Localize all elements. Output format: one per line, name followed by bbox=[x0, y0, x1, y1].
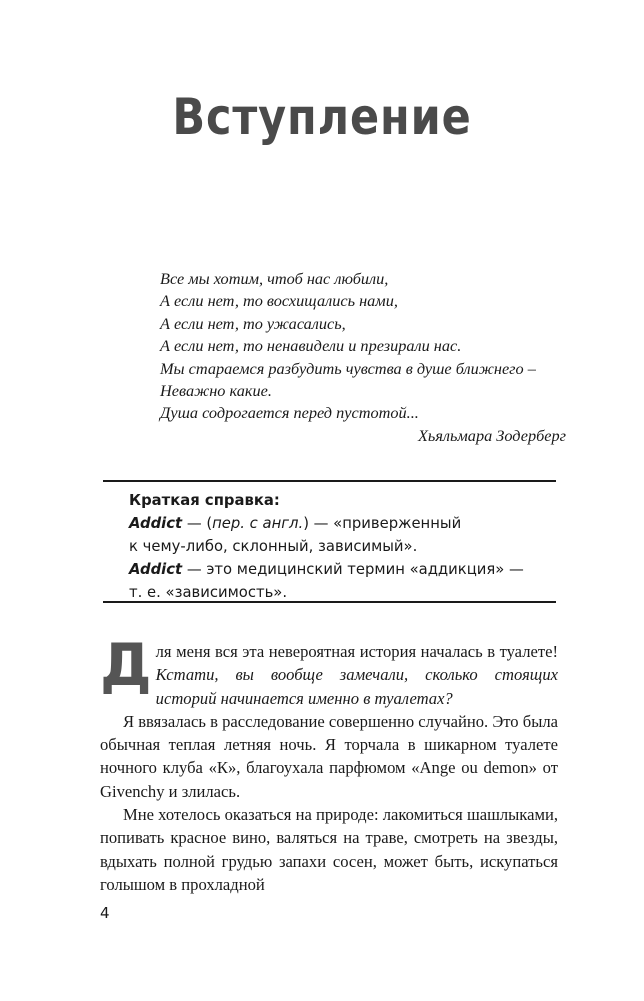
page-title: Вступление bbox=[172, 88, 472, 146]
reference-abbrev: пер. с англ. bbox=[212, 515, 304, 532]
reference-heading: Краткая справка: bbox=[129, 492, 280, 509]
epigraph-line: А если нет, то ужасались, bbox=[160, 313, 346, 333]
reference-line-3 bbox=[129, 558, 556, 581]
reference-text: — это медицинский термин «аддикция» — bbox=[182, 561, 524, 578]
epigraph-line: А если нет, то восхищались нами, bbox=[160, 291, 398, 311]
reference-term: Addict bbox=[129, 515, 183, 532]
paragraph-1 bbox=[100, 631, 558, 710]
reference-text: ) — «приверженный bbox=[303, 515, 462, 532]
epigraph-line: А если нет, то ненавидели и презирали нас. bbox=[160, 336, 462, 356]
epigraph-line: Неважно какие. bbox=[160, 381, 272, 401]
paragraph-3: Мне хотелось оказаться на природе: лакомиться шашлыками, попивать красное вино, валяться на траве, смотреть на звезды, вдыхать полной грудью запахи сосен, может быть, искупаться голышом в прохладной bbox=[100, 805, 558, 894]
paragraph-2: Я ввязалась в расследование совершенно случайно. Это была обычная теплая летняя ночь. Я торчала в шикарном туалете ночного клуба «К», благоухала парфюмом «Ange ou demon» от Givenchy и злилась. bbox=[100, 711, 558, 801]
reference-line-2: к чему-либо, склонный, зависимый». bbox=[129, 538, 418, 555]
epigraph-author: Хьяльмара Зодерберг bbox=[417, 425, 566, 445]
reference-line-4: т. е. «зависимость». bbox=[129, 584, 288, 601]
epigraph-line: Все мы хотим, чтоб нас любили, bbox=[160, 269, 389, 288]
page-number: 4 bbox=[100, 904, 110, 922]
body-text bbox=[100, 631, 558, 896]
reference-term: Addict bbox=[129, 561, 183, 578]
epigraph bbox=[160, 268, 566, 447]
paragraph-text: ля меня вся эта невероятная история началась в туалете! bbox=[155, 642, 558, 661]
paragraph-italic: Кстати, вы вообще замечали, сколько стоящих историй начинается именно в туалетах? bbox=[155, 665, 558, 708]
reference-box bbox=[103, 480, 556, 603]
epigraph-line: Душа содрогается перед пустотой... bbox=[160, 403, 419, 423]
reference-text: — ( bbox=[182, 515, 213, 532]
reference-line-1 bbox=[129, 512, 556, 535]
drop-cap: Д bbox=[100, 631, 152, 699]
epigraph-line: Мы стараемся разбудить чувства в душе ближнего – bbox=[160, 358, 536, 378]
